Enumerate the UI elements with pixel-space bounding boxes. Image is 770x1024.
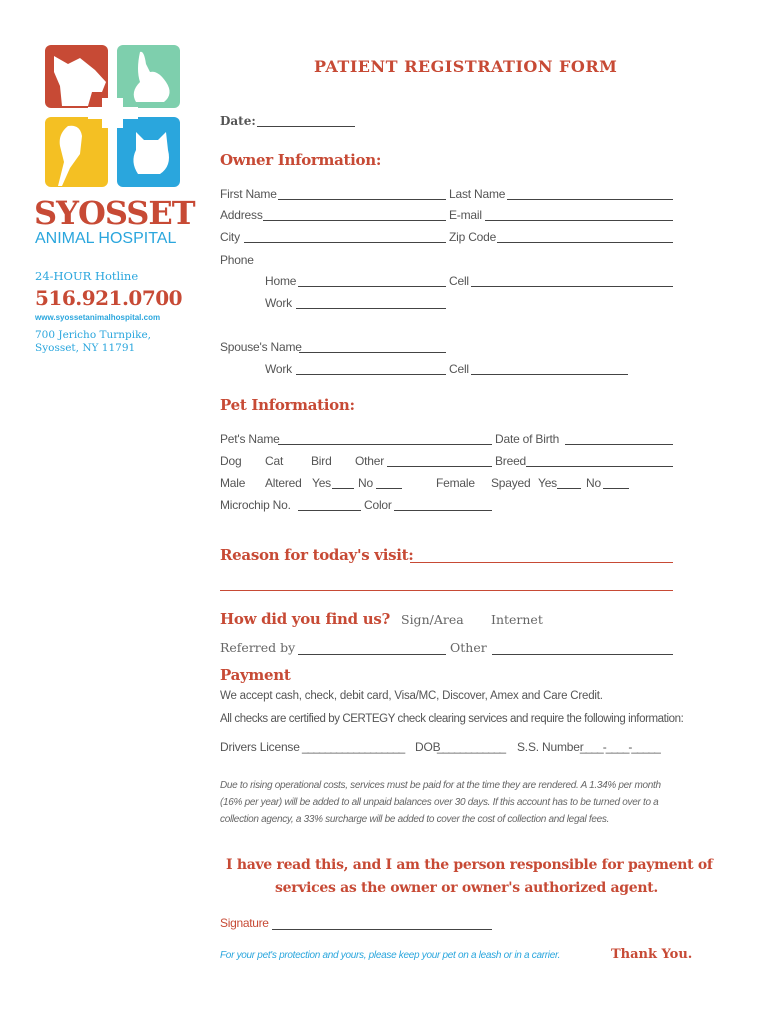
altered-yes-label: Yes <box>312 476 331 490</box>
logo-animals-icon <box>40 42 190 192</box>
last-name-field[interactable] <box>507 199 673 200</box>
spouse-work-field[interactable] <box>296 374 446 375</box>
payment-heading: Payment <box>220 666 291 684</box>
cell-phone-field[interactable] <box>471 286 673 287</box>
address-field[interactable] <box>263 220 446 221</box>
microchip-field[interactable] <box>298 510 361 511</box>
ssn-field[interactable]: ____-____-_____ <box>580 740 660 754</box>
find-us-other-label: Other <box>450 640 487 655</box>
late-fee-notice-3: collection agency, a 33% surcharge will be added to cover the cost of collection and legal fees. <box>220 814 610 825</box>
email-label: E-mail <box>449 208 482 222</box>
city-field[interactable] <box>244 242 446 243</box>
reason-field-line-2[interactable] <box>220 590 673 591</box>
city-label: City <box>220 230 240 244</box>
pet-heading: Pet Information: <box>220 396 355 414</box>
email-field[interactable] <box>485 220 673 221</box>
leash-note: For your pet's protection and yours, please keep your pet on a leash or in a carrier. <box>220 950 561 961</box>
sex-male-option[interactable]: Male <box>220 476 246 490</box>
first-name-label: First Name <box>220 187 277 201</box>
payment-dob-label: DOB <box>415 740 441 754</box>
form-title: PATIENT REGISTRATION FORM <box>314 57 618 76</box>
phone-label: Phone <box>220 253 254 267</box>
cell-phone-label: Cell <box>449 274 469 288</box>
address-line-1: 700 Jericho Turnpike, <box>35 329 152 341</box>
date-field[interactable] <box>257 126 355 127</box>
hospital-subtitle: ANIMAL HOSPITAL <box>35 230 177 247</box>
website-link[interactable]: www.syossetanimalhospital.com <box>35 313 161 322</box>
find-us-other-field[interactable] <box>492 654 673 655</box>
hotline-label: 24-HOUR Hotline <box>35 269 139 283</box>
breed-field[interactable] <box>526 466 673 467</box>
drivers-license-field[interactable]: __________________ <box>302 740 405 754</box>
responsibility-line-1: I have read this, and I am the person responsible for payment of <box>226 857 713 873</box>
zip-label: Zip Code <box>449 230 497 244</box>
spouse-name-field[interactable] <box>299 352 446 353</box>
color-field[interactable] <box>394 510 492 511</box>
pets-name-field[interactable] <box>278 444 492 445</box>
payment-dob-field[interactable]: ____________ <box>437 740 506 754</box>
species-dog-option[interactable]: Dog <box>220 454 242 468</box>
ssn-label: S.S. Number <box>517 740 584 754</box>
address-label: Address <box>220 208 263 222</box>
find-us-internet-option[interactable]: Internet <box>491 612 543 627</box>
date-label: Date: <box>220 114 256 128</box>
pets-name-label: Pet's Name <box>220 432 280 446</box>
last-name-label: Last Name <box>449 187 506 201</box>
breed-label: Breed <box>495 454 527 468</box>
work-phone-label: Work <box>265 296 292 310</box>
spayed-yes-field[interactable] <box>557 488 581 489</box>
thank-you-text: Thank You. <box>611 947 693 962</box>
color-label: Color <box>364 498 392 512</box>
late-fee-notice-1: Due to rising operational costs, services must be paid for at the time they are rendered. A 1.34% per month <box>220 780 661 791</box>
owner-heading: Owner Information: <box>220 151 382 169</box>
altered-yes-field[interactable] <box>332 488 354 489</box>
spayed-no-label: No <box>586 476 601 490</box>
dob-label: Date of Birth <box>495 432 560 446</box>
signature-field[interactable] <box>272 929 492 930</box>
reason-field-line-1[interactable] <box>410 562 673 563</box>
logo <box>40 42 190 192</box>
referred-field[interactable] <box>298 654 446 655</box>
hospital-name: SYOSSET <box>34 194 195 232</box>
home-phone-field[interactable] <box>298 286 446 287</box>
spouse-cell-label: Cell <box>449 362 469 376</box>
late-fee-notice-2: (16% per year) will be added to all unpaid balances over 30 days. If this account has to be turned over to a <box>220 797 659 808</box>
responsibility-line-2: services as the owner or owner's authorized agent. <box>275 880 659 896</box>
species-other-field[interactable] <box>387 466 492 467</box>
species-other-label: Other <box>355 454 385 468</box>
home-phone-label: Home <box>265 274 297 288</box>
spouse-cell-field[interactable] <box>471 374 628 375</box>
address-line-2: Syosset, NY 11791 <box>35 342 136 354</box>
dob-field[interactable] <box>565 444 673 445</box>
payment-methods-text: We accept cash, check, debit card, Visa/MC, Discover, Amex and Care Credit. <box>220 690 603 702</box>
spayed-yes-label: Yes <box>538 476 557 490</box>
species-cat-option[interactable]: Cat <box>265 454 284 468</box>
drivers-license-label: Drivers License <box>220 740 300 754</box>
certegy-text: All checks are certified by CERTEGY check clearing services and require the following information: <box>220 713 684 725</box>
altered-no-field[interactable] <box>376 488 402 489</box>
find-us-sign-option[interactable]: Sign/Area <box>401 612 464 627</box>
spayed-label: Spayed <box>491 476 531 490</box>
reason-label: Reason for today's visit: <box>220 546 414 564</box>
spouse-work-label: Work <box>265 362 292 376</box>
altered-no-label: No <box>358 476 373 490</box>
work-phone-field[interactable] <box>296 308 446 309</box>
species-bird-option[interactable]: Bird <box>311 454 332 468</box>
spouse-name-label: Spouse's Name <box>220 340 302 354</box>
first-name-field[interactable] <box>278 199 446 200</box>
altered-label: Altered <box>265 476 302 490</box>
signature-label: Signature <box>220 916 269 930</box>
spayed-no-field[interactable] <box>603 488 629 489</box>
find-us-label: How did you find us? <box>220 610 390 628</box>
referred-label: Referred by <box>220 640 296 655</box>
microchip-label: Microchip No. <box>220 498 291 512</box>
sex-female-option[interactable]: Female <box>436 476 475 490</box>
zip-field[interactable] <box>497 242 673 243</box>
hotline-phone[interactable]: 516.921.0700 <box>35 286 183 310</box>
